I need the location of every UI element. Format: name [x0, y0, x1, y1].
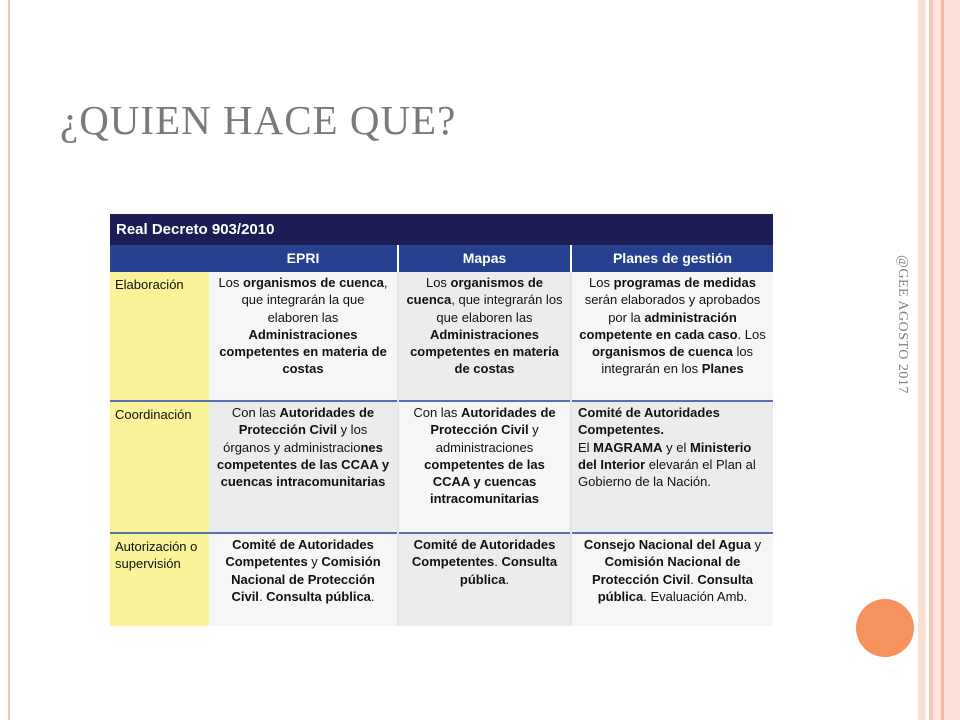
table-cell [572, 402, 773, 532]
cell-text: los integrarán en los [601, 344, 754, 377]
cell-text-bold: organismos de cuenca [406, 275, 544, 308]
cell-text-bold: Consulta pública [597, 571, 754, 604]
cell-text-bold: organismos de cuenca [243, 275, 384, 290]
cell-text: . Los [737, 326, 766, 342]
cell-text-bold: programas de medidas [613, 275, 756, 290]
row-label-coordinacion: Coordinación [110, 402, 209, 532]
cell-text-bold: MAGRAMA [593, 439, 663, 455]
cell-text: y el [662, 439, 690, 455]
responsibility-table [110, 214, 773, 626]
cell-text-bold: Administraciones competentes en materia de costas [410, 326, 559, 377]
slide-title: ¿QUIEN HACE QUE? [60, 97, 457, 143]
cell-text: y los órganos y administracio [223, 422, 368, 455]
cell-text-bold: Comisión Nacional de Protección Civil [231, 554, 381, 604]
column-header-planes: Planes de gestión [572, 245, 773, 272]
cell-text-bold: Comité de Autoridades Competentes. [578, 405, 720, 438]
table-cell [209, 272, 397, 400]
table-cell [399, 402, 570, 532]
column-divider [397, 272, 399, 626]
cell-text-bold: administración competente en cada caso [579, 309, 738, 342]
cell-text-bold: Ministerio del Interior [578, 439, 752, 472]
cell-text: Con las [231, 405, 280, 420]
cell-text: . [258, 588, 267, 604]
cell-text-bold: organismos de cuenca [591, 344, 733, 360]
cell-text-bold: Consulta pública [459, 554, 558, 587]
cell-text: serán elaborados y aprobados por la [584, 292, 761, 325]
row-divider [110, 532, 773, 534]
cell-text-bold: Autoridades de Protección Civil [238, 405, 375, 438]
cell-text: . [370, 588, 375, 604]
decor-circle [856, 599, 914, 657]
cell-text: elevarán el Plan al Gobierno de la Nación. [578, 456, 756, 490]
cell-text: Con las [413, 405, 462, 420]
table-banner: Real Decreto 903/2010 [110, 214, 773, 245]
column-header-mapas: Mapas [399, 245, 570, 272]
right-decor-stripe [933, 0, 941, 720]
cell-text: Los [589, 275, 614, 290]
row-label-elaboracion: Elaboración [110, 272, 209, 400]
cell-text: y administraciones [435, 422, 539, 455]
column-header-epri: EPRI [209, 245, 397, 272]
row-label-autorizacion: Autorización o supervisión [110, 534, 209, 626]
cell-text-bold: Consulta pública [266, 588, 371, 604]
table-cell [572, 272, 773, 400]
table-cell [209, 402, 397, 532]
cell-text: . [505, 571, 510, 587]
table-cell [209, 534, 397, 626]
header-corner [110, 245, 209, 272]
cell-text: Los [218, 275, 244, 290]
cell-text: y [750, 537, 762, 552]
cell-text: , que integrarán los que elaboren las [436, 292, 563, 325]
left-border-line [8, 0, 10, 720]
right-decor-stripe [918, 0, 926, 720]
cell-text-bold: Comisión Nacional de Protección Civil [591, 554, 741, 587]
right-decor-stripe [944, 0, 960, 720]
table-cell [572, 534, 773, 626]
cell-text-bold: Consejo Nacional del Agua [583, 537, 751, 552]
column-divider [570, 272, 572, 626]
cell-text-bold: Autoridades de Protección Civil [430, 405, 556, 438]
cell-text: , que integrarán la que elaboren las [241, 275, 388, 325]
cell-text: . Evaluación Amb. [643, 588, 748, 604]
slide-footer: @GEE AGOSTO 2017 [895, 255, 910, 394]
cell-text: El [578, 439, 594, 455]
cell-text: . [690, 571, 698, 587]
cell-text: Los [425, 275, 451, 290]
cell-text-bold: Administraciones competentes en materia de costas [219, 326, 387, 377]
cell-text: . [494, 554, 502, 570]
cell-text-bold: Planes [701, 361, 744, 377]
cell-text-bold: competentes de las CCAA y cuencas intracomunitarias [424, 456, 545, 507]
table-cell [399, 534, 570, 626]
table-cell [399, 272, 570, 400]
cell-text-bold: nes competentes de las CCAA y cuencas intracomunitarias [216, 439, 390, 490]
cell-text: y [307, 554, 322, 570]
row-divider [110, 400, 773, 402]
cell-text-bold: Comité de Autoridades Competentes [225, 537, 374, 570]
cell-text-bold: Comité de Autoridades Competentes [411, 537, 556, 570]
